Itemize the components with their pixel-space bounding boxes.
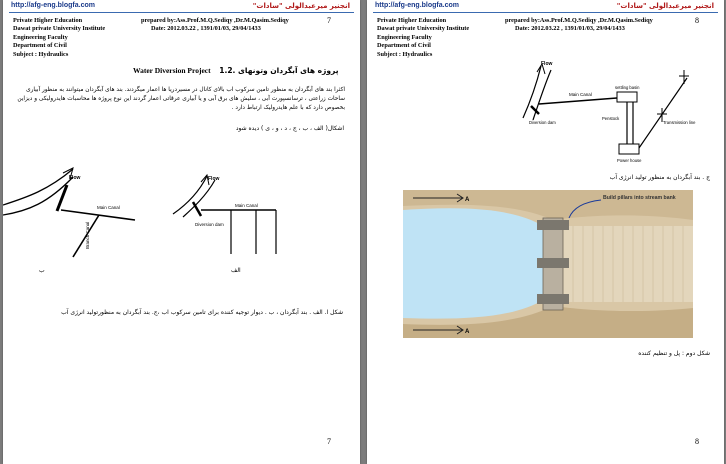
figure-b-label: ب: [39, 267, 45, 274]
section-title-en: Water Diversion Project: [133, 66, 211, 75]
institution-line: Private Higher Education: [13, 17, 83, 24]
photo-caption: شکل دوم : پل و تنظیم کننده: [638, 350, 710, 357]
prepared-block: [505, 17, 653, 34]
prepared-by: prepared by:Ass.Prof.M.Q.Sediqy ,Dr.M.Qasim.Sediqy: [505, 17, 653, 24]
pillar: [537, 220, 569, 230]
body-paragraph: اکثرا بند های آبگردان به منظور تامین سرکوب اب بالای کانال در مسیردریا ها اعمار میگردند. بند های آبگردان میتوانند به منظور آبیاری ساحات زراعتی ، ترسانسپورت آبی ، سلیش های برق آبی و یا آبیاری عرقاتی اعمار گردند این نوع پروژه ها محاسبات هایدرولیکی و دیزاین بخصوص دارد که با علم هایدرولیک ارتباط دارد .: [17, 87, 345, 112]
header-rule: [373, 12, 718, 13]
institution-block: [13, 17, 105, 59]
transmission-line: [639, 78, 687, 148]
header-page-number: 7: [327, 16, 331, 25]
main-canal-line: [61, 210, 135, 220]
header-page-number: 8: [695, 16, 699, 25]
branch-canal-label: Branch Canal: [85, 221, 90, 249]
river-bank-line: [523, 66, 541, 118]
header-site-name: انجنیر میرعبدالولی "سادات": [616, 2, 714, 10]
footer-page-number: 7: [327, 437, 331, 446]
prepared-block: [141, 17, 289, 34]
date-line: Date: 2012.03.22 , 1391/01/03, 29/04/1433: [515, 25, 625, 33]
pillar: [537, 258, 569, 268]
water-upstream: [403, 208, 543, 318]
guide-wall: [57, 185, 67, 211]
date-line: Date: 2012.03.22 , 1391/01/03, 29/04/1433: [151, 25, 261, 33]
institution-line: Dawat private University Institute: [377, 25, 470, 33]
figure-caption: شکل ا. الف . بند آبگردان ، ب . دیوار توجیه کننده برای تامین سرکوب اب ،ج. بند آبگردان به منظورتولید انرژی آب: [61, 309, 343, 316]
figure-top-caption: ج . بند آبگردان به منظور تولید انرژی آب: [609, 174, 710, 181]
label-a-upper: A: [465, 197, 470, 203]
transmission-tower-icon: [657, 70, 689, 122]
photo-annotation: Build pillars into stream bank: [603, 195, 676, 201]
main-canal-line: [539, 98, 617, 104]
institution-line: Dawat private University Institute: [13, 25, 106, 33]
section-number: .1.2: [219, 66, 236, 75]
penstock-label: Penstock: [602, 116, 620, 121]
page-left: [3, 0, 360, 464]
hydropower-diagram: [517, 58, 707, 168]
section-title-fa: پروژه های آبگردان وتونهای: [238, 66, 339, 75]
institution-line: Department of Civil: [377, 42, 431, 50]
settling-basin: [617, 92, 637, 102]
shapes-note: اشکال( الف ، ب ، ج ، د ، و ، ی ) دیده شود: [235, 125, 344, 132]
institution-line: Department of Civil: [13, 42, 67, 50]
institution-line: Engineering Faculty: [13, 33, 68, 41]
main-canal-label: Main Canal: [569, 92, 592, 97]
page-right: [367, 0, 724, 464]
figure-alef-diagram: [171, 172, 291, 257]
diversion-dam-label: Diversion dam: [195, 222, 224, 227]
section-title: [133, 66, 339, 75]
power-house-label: Power house: [617, 158, 642, 163]
main-canal-label: Main Canal: [97, 205, 120, 210]
settling-basin-label: settling basin: [615, 85, 640, 90]
footer-page-number: 8: [695, 437, 699, 446]
institution-line: Subject : Hydraulics: [377, 50, 433, 58]
header-url[interactable]: http://afg-eng.blogfa.com: [11, 2, 95, 9]
institution-line: Engineering Faculty: [377, 33, 432, 41]
channel-downstream: [563, 226, 693, 302]
figure-alef-label: الف: [231, 267, 241, 274]
header-rule: [9, 12, 354, 13]
institution-line: Subject : Hydraulics: [13, 50, 69, 58]
main-canal-label: Main Canal: [235, 203, 258, 208]
river-bank-line: [533, 70, 551, 120]
bridge-regulator-photo: [403, 190, 693, 338]
figure-b-diagram: [3, 165, 163, 260]
institution-line: Private Higher Education: [377, 17, 447, 24]
diversion-dam-label: Diversion dam: [529, 120, 556, 125]
pillar: [537, 294, 569, 304]
header-site-name: انجنیر میرعبدالولی "سادات": [252, 2, 350, 10]
flow-label: Flow: [69, 175, 81, 181]
flow-label: Flow: [208, 176, 220, 182]
power-house: [619, 144, 639, 154]
prepared-by: prepared by:Ass.Prof.M.Q.Sediqy ,Dr.M.Qasim.Sediqy: [141, 17, 289, 24]
institution-block: [377, 17, 469, 59]
transmission-line-label: Transmission line: [663, 120, 696, 125]
label-a-lower: A: [465, 329, 470, 335]
header-url[interactable]: http://afg-eng.blogfa.com: [375, 2, 459, 9]
flow-label: Flow: [541, 61, 553, 67]
